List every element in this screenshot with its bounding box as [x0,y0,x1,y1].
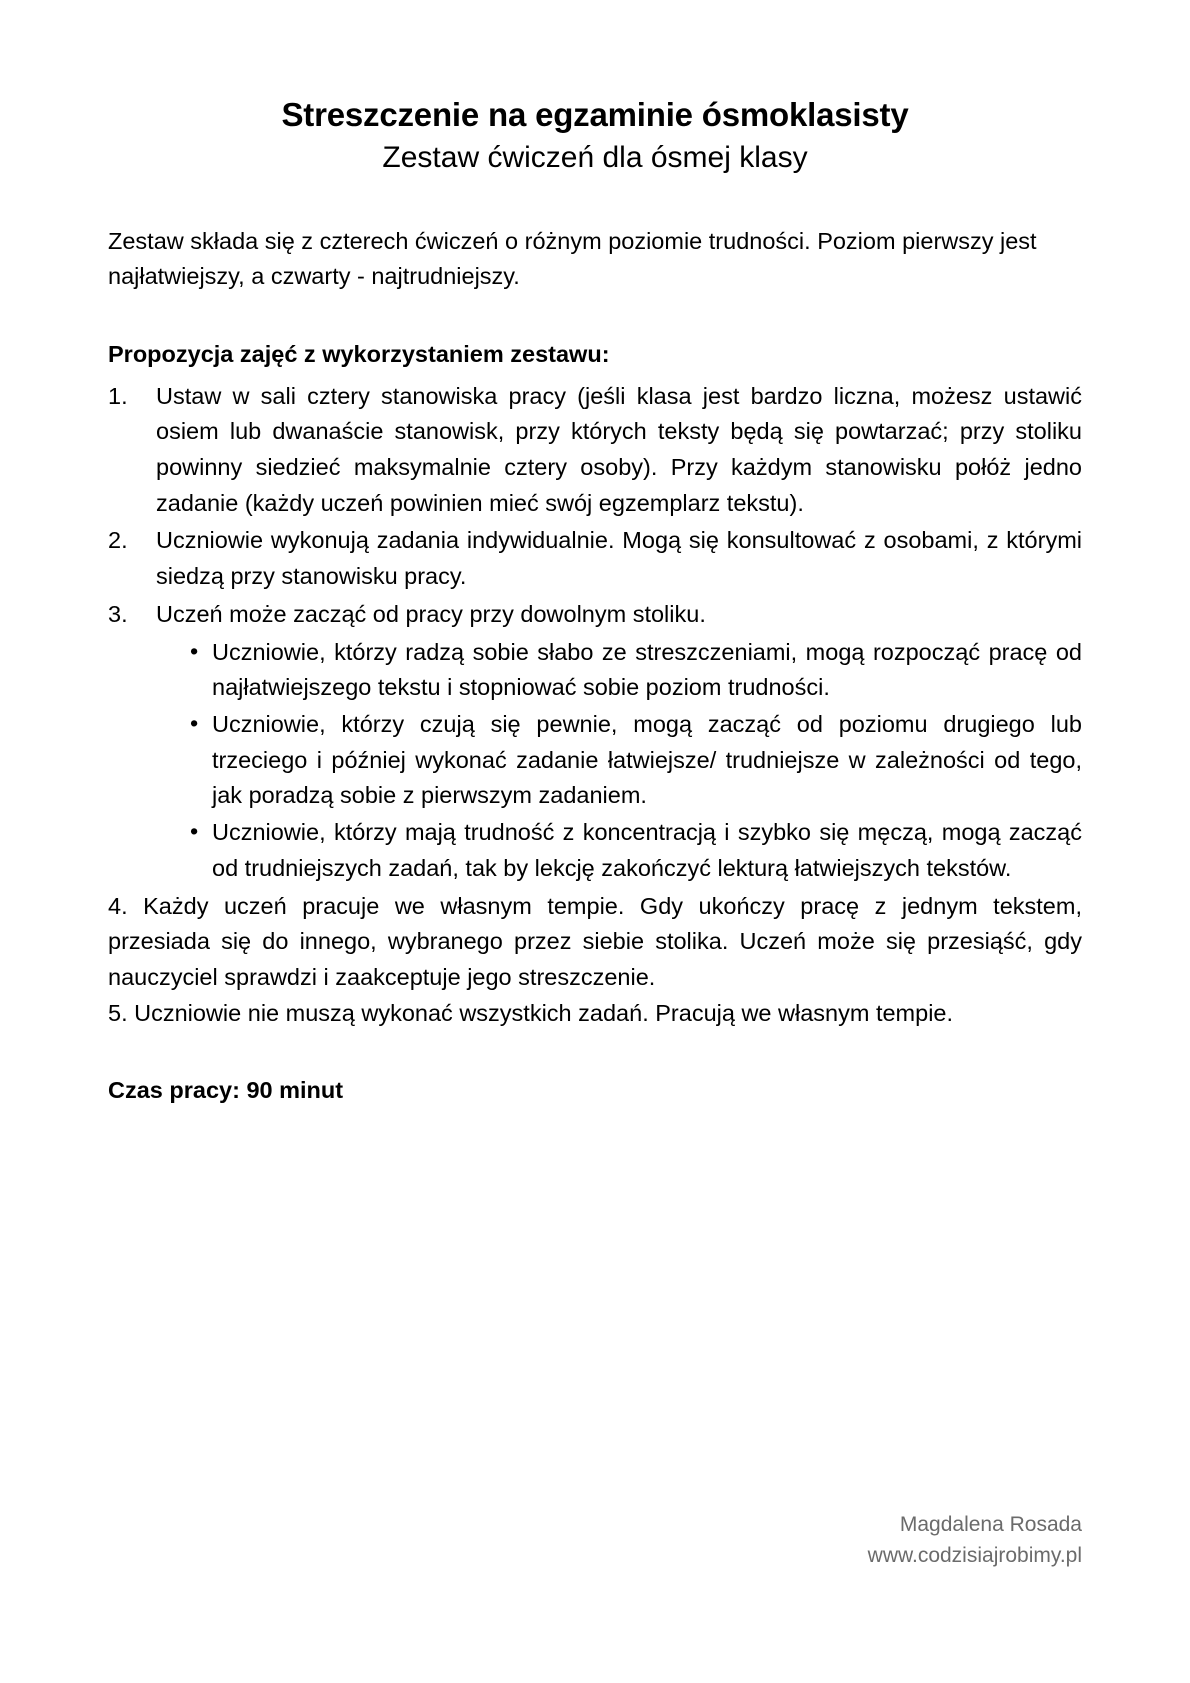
list-item-number: 1. [108,382,128,409]
bullet-icon: • [190,637,199,664]
list-item-number: 3. [108,600,128,627]
list-item [108,379,1082,522]
numbered-list [108,379,1082,633]
list-item-number: 2. [108,527,128,554]
list-item [108,597,1082,633]
footer [868,1510,1082,1571]
footer-website: www.codzisiajrobimy.pl [867,1543,1082,1567]
bulleted-sublist [108,635,1082,887]
list-item [108,635,1082,706]
list-item-text: Uczniowie wykonują zadania indywidualnie. Mogą się konsultować z osobami, z którymi siedzą przy stanowisku pracy. [156,527,1082,590]
list-item-text: Uczniowie, którzy radzą sobie słabo ze streszczeniami, mogą rozpocząć pracę od najłatwiejszego tekstu i stopniować sobie poziom trudności. [212,638,1082,701]
paragraph-item-5: 5. Uczniowie nie muszą wykonać wszystkich zadań. Pracują we własnym tempie. [108,999,954,1026]
footer-author: Magdalena Rosada [899,1513,1082,1537]
bullet-icon: • [190,818,199,845]
list-item [108,815,1082,886]
list-item-text: Ustaw w sali cztery stanowiska pracy (jeśli klasa jest bardzo liczna, możesz ustawić osiem lub dwanaście stanowisk, przy których teksty będą się powtarzać; przy stoliku powinny siedzieć maksymalnie cztery osoby). Przy każdym stanowisku połóż jedno zadanie (każdy uczeń powinien mieć swój egzemplarz tekstu). [156,382,1082,516]
section-heading: Propozycja zajęć z wykorzystaniem zestawu: [108,340,610,367]
list-item [108,523,1082,594]
list-item [108,707,1082,814]
bullet-icon: • [190,709,199,736]
page-title: Streszczenie na egzaminie ósmoklasisty [281,96,909,133]
paragraph-item-4: 4. Każdy uczeń pracuje we własnym tempie. Gdy ukończy pracę z jednym tekstem, przesiada się do innego, wybranego przez siebie stolika. Uczeń może się przesiąść, gdy nauczyciel sprawdzi i zaakceptuje jego streszczenie. [108,892,1082,991]
intro-paragraph: Zestaw składa się z czterech ćwiczeń o różnym poziomie trudności. Poziom pierwszy jest najłatwiejszy, a czwarty - najtrudniejszy. [108,228,1037,289]
time-note: Czas pracy: 90 minut [108,1077,344,1104]
page-subtitle: Zestaw ćwiczeń dla ósmej klasy [382,140,808,174]
list-item-text: Uczeń może zacząć od pracy przy dowolnym stoliku. [156,600,706,627]
list-item-text: Uczniowie, którzy mają trudność z koncentracją i szybko się męczą, mogą zacząć od trudniejszych zadań, tak by lekcję zakończyć lekturą łatwiejszych tekstów. [212,819,1082,881]
list-item-text: Uczniowie, którzy czują się pewnie, mogą zacząć od poziomu drugiego lub trzeciego i później wykonać zadanie łatwiejsze/ trudniejsze w zależności od tego, jak poradzą sobie z pierwszym zadaniem. [212,710,1082,809]
